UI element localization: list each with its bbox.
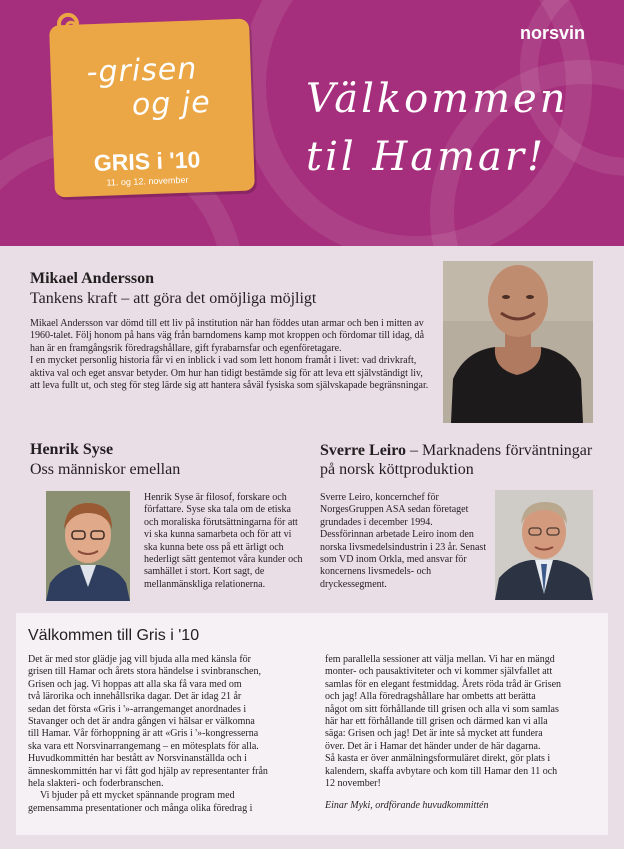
- letter-line: Det är med stor glädje jag vill bjuda alla med känsla för: [28, 654, 251, 665]
- speaker-bio: [30, 318, 430, 392]
- letter-line: grisen till Hamar och årets stora händelse i svinbranschen,: [28, 666, 261, 678]
- letter-line: här har ett förhållande till grisen och därmed kan vi alla: [325, 716, 548, 728]
- letter-line: Så kasta er över anmälningsformuläret direkt, gör plats i: [325, 753, 551, 765]
- letter-line: Grisen och jag. Vi hoppas att alla ska få vara med om: [28, 678, 242, 690]
- bio-paragraph: Mikael Andersson var dömd till ett liv på institution när han föddes utan armar och ben i mitten av 1960-talet. Följ honom på hans väg från barndomens kamp mot kroppen och fördomar till idag, då han är en framgångsrik föredragshållare, gift fyrabarnsfar och egenföretagare.: [30, 318, 425, 354]
- logo-event-name: GRIS i '10: [93, 146, 201, 177]
- bio-paragraph: I en mycket personlig historia får vi en inblick i vad som lett honom framåt i livet: vad drivkraft, aktiva val och eget ansvar betyder. Om hur han tidigt bestämde sig för att leva ett självständigt liv, att leva fullt ut, och steg för steg lärde sig att hantera såväl fysiska som självskapade begränsningar.: [30, 355, 429, 392]
- letter-line: Stavanger och det är andra gången vi hälsar er välkomna: [28, 716, 255, 728]
- spiral-icon: [57, 13, 80, 36]
- speaker-name: Henrik Syse: [30, 441, 114, 458]
- letter-line: hela slakteri- och foderbranschen.: [28, 778, 164, 790]
- speaker-talk-title: Tankens kraft – att göra det omöjliga möjligt: [30, 290, 317, 307]
- letter-line: säga: Grisen och jag! Det är inte så mycket att fundera: [325, 728, 543, 740]
- speaker-talk-title-line2: på norsk köttproduktion: [320, 461, 474, 478]
- letter-line: kalendern, skaffa avbytare och kom till Hamar den 11 och: [325, 765, 558, 777]
- letter-line: Huvudkommittén har bestått av Norsvinanställda och i: [28, 753, 247, 765]
- letter-line: sedan det första «Gris i '»-arrangemanget anordnades i: [28, 703, 247, 715]
- letter-line: ska vara ett Norsvinarrangemang – en mötesplats för alla.: [28, 740, 259, 752]
- speaker-talk-title: Oss människor emellan: [30, 461, 181, 478]
- speaker-heading: [320, 441, 592, 460]
- letter-line: Vi bjuder på ett mycket spännande program med: [40, 790, 235, 802]
- letter-line: 12 november!: [325, 778, 381, 790]
- letter-signature: Einar Myki, ordförande huvudkommittén: [325, 800, 489, 812]
- speaker-bio: Sverre Leiro, koncernchef för NorgesGruppen ASA sedan företaget grundades i december 1994. Dessförinnan arbetade Leiro inom den norska livsmedelsindustrin i 23 år. Senast som VD inom Orkla, med ansvar för koncernens livsmedels- och dryckessegment.: [320, 492, 487, 590]
- letter-line: två lärorika och innehållsrika dagar. Det är idag 21 år: [28, 691, 242, 703]
- letter-line: över. Det är i Hamar det händer under de här dagarna.: [325, 740, 541, 752]
- letter-line: gemensamma presentationer och många olika föredrag i: [28, 802, 253, 814]
- header-banner: [0, 0, 624, 246]
- event-logo: [49, 19, 255, 198]
- logo-line2: og je: [131, 84, 212, 123]
- speaker-photo: [46, 491, 130, 601]
- letter-line: ämneskommittén har vi fått god hjälp av representanter från: [28, 765, 268, 777]
- speaker-photo: [495, 490, 593, 600]
- speaker-name: Sverre Leiro: [320, 442, 407, 459]
- letter-line: fem parallella sessioner att välja mellan. Vi har en mängd: [325, 654, 555, 665]
- welcome-heading-line2: til Hamar!: [306, 134, 547, 180]
- speaker-bio: Henrik Syse är filosof, forskare och författare. Syse ska tala om de etiska och moraliska förutsättningarna för att vi ska kunna samarbeta och för att vi ska kunna bete oss på ett ärligt och hederligt sätt gentemot våra kunder och samhället i stort. Kort sagt, de mellanmänskliga relationerna.: [144, 492, 303, 590]
- speaker-name: Mikael Andersson: [30, 270, 155, 287]
- letter-line: till Hamar. Vår förhoppning är att «Gris i '»-kongresserna: [28, 728, 259, 740]
- letter-column-right: [325, 654, 603, 813]
- welcome-letter-title: Välkommen till Gris i '10: [28, 627, 200, 644]
- speaker-photo: [443, 261, 593, 423]
- logo-dates: 11. og 12. november: [106, 174, 189, 188]
- letter-line: samlas för en elegant festmiddag. Årets röda tråd är Grisen: [325, 678, 562, 690]
- speaker-talk-title: – Marknadens förväntningar: [406, 442, 593, 459]
- letter-line: monter- och pausaktiviteter och vi kommer självfallet att: [325, 666, 553, 678]
- norsvin-logo: norsvin: [520, 23, 586, 43]
- logo-line1: -grisen: [86, 51, 198, 91]
- welcome-letter-box: [16, 613, 608, 835]
- letter-line: något om sitt förhållande till grisen och alla vi som samlas: [325, 703, 559, 715]
- letter-column-left: [28, 654, 318, 815]
- letter-line: och jag! Alla föredragshållare har ombetts att berätta: [325, 691, 536, 703]
- welcome-heading-line1: Välkommen: [306, 76, 569, 122]
